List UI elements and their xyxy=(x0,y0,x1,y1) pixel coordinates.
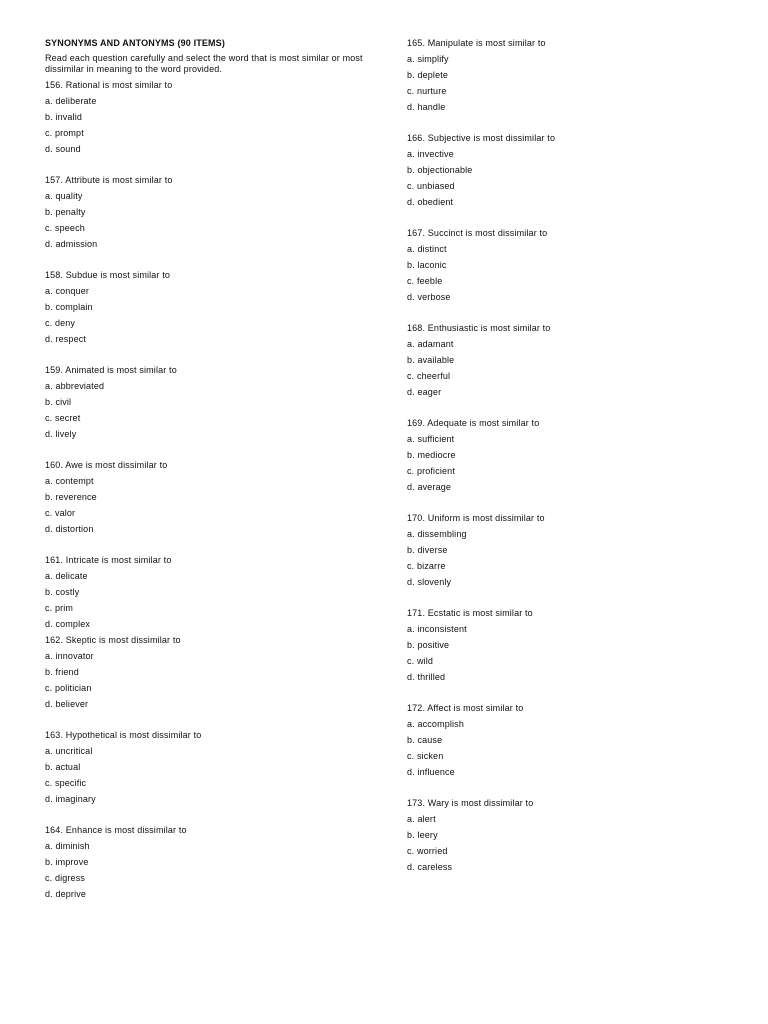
answer-option: c. valor xyxy=(45,507,76,518)
answer-option: b. reverence xyxy=(45,491,97,502)
answer-option: d. thrilled xyxy=(407,671,446,682)
answer-option: a. quality xyxy=(45,190,83,201)
answer-option: c. wild xyxy=(407,655,434,666)
instructions: Read each question carefully and select the word that is most similar or most dissimilar in meaning to the word provided. xyxy=(45,53,363,74)
question-stem: 163. Hypothetical is most dissimilar to xyxy=(45,730,202,740)
answer-option: b. leery xyxy=(407,829,438,840)
question-stem: 157. Attribute is most similar to xyxy=(45,175,173,185)
answer-option: c. politician xyxy=(45,682,92,693)
answer-option: d. handle xyxy=(407,101,446,112)
answer-option: d. imaginary xyxy=(45,793,96,804)
answer-option: a. abbreviated xyxy=(45,380,105,391)
answer-option: c. sicken xyxy=(407,750,444,761)
question-stem: 166. Subjective is most dissimilar to xyxy=(407,133,556,143)
answer-option: b. complain xyxy=(45,301,93,312)
answer-option: b. diverse xyxy=(407,544,448,555)
question-stem: 165. Manipulate is most similar to xyxy=(407,38,546,48)
answer-option: d. deprive xyxy=(45,888,87,899)
question-stem: 164. Enhance is most dissimilar to xyxy=(45,825,187,835)
answer-option: c. feeble xyxy=(407,275,443,286)
question-stem: 169. Adequate is most similar to xyxy=(407,418,540,428)
answer-option: a. distinct xyxy=(407,243,447,254)
question-stem: 167. Succinct is most dissimilar to xyxy=(407,228,548,238)
answer-option: c. secret xyxy=(45,412,81,423)
answer-option: b. available xyxy=(407,354,455,365)
answer-option: a. accomplish xyxy=(407,718,464,729)
answer-option: b. objectionable xyxy=(407,164,473,175)
question-stem: 158. Subdue is most similar to xyxy=(45,270,171,280)
answer-option: d. lively xyxy=(45,428,77,439)
document-title: SYNONYMS AND ANTONYMS (90 ITEMS) xyxy=(45,38,225,48)
question-stem: 162. Skeptic is most dissimilar to xyxy=(45,635,181,645)
answer-option: b. laconic xyxy=(407,259,447,270)
answer-option: c. digress xyxy=(45,872,86,883)
answer-option: b. penalty xyxy=(45,206,86,217)
answer-option: c. proficient xyxy=(407,465,455,476)
answer-option: a. invective xyxy=(407,148,454,159)
answer-option: c. bizarre xyxy=(407,560,446,571)
answer-option: b. deplete xyxy=(407,69,449,80)
answer-option: d. respect xyxy=(45,333,87,344)
answer-option: c. deny xyxy=(45,317,76,328)
answer-option: c. speech xyxy=(45,222,85,233)
question-stem: 156. Rational is most similar to xyxy=(45,80,173,90)
answer-option: d. sound xyxy=(45,143,81,154)
answer-option: a. sufficient xyxy=(407,433,455,444)
answer-option: b. costly xyxy=(45,586,80,597)
question-stem: 171. Ecstatic is most similar to xyxy=(407,608,533,618)
question-stem: 161. Intricate is most similar to xyxy=(45,555,172,565)
answer-option: b. positive xyxy=(407,639,450,650)
answer-option: b. friend xyxy=(45,666,79,677)
answer-option: d. slovenly xyxy=(407,576,452,587)
answer-option: a. uncritical xyxy=(45,745,93,756)
question-stem: 159. Animated is most similar to xyxy=(45,365,177,375)
answer-option: c. nurture xyxy=(407,85,447,96)
answer-option: a. conquer xyxy=(45,285,90,296)
answer-option: b. improve xyxy=(45,856,89,867)
answer-option: d. obedient xyxy=(407,196,454,207)
answer-option: d. complex xyxy=(45,618,91,629)
question-stem: 173. Wary is most dissimilar to xyxy=(407,798,534,808)
answer-option: d. average xyxy=(407,481,452,492)
answer-option: a. diminish xyxy=(45,840,90,851)
answer-option: a. alert xyxy=(407,813,436,824)
question-stem: 168. Enthusiastic is most similar to xyxy=(407,323,551,333)
answer-option: b. civil xyxy=(45,396,72,407)
question-stem: 172. Affect is most similar to xyxy=(407,703,524,713)
answer-option: c. prim xyxy=(45,602,74,613)
answer-option: d. distortion xyxy=(45,523,94,534)
answer-option: c. worried xyxy=(407,845,448,856)
question-stem: 170. Uniform is most dissimilar to xyxy=(407,513,545,523)
answer-option: c. cheerful xyxy=(407,370,451,381)
answer-option: a. dissembling xyxy=(407,528,467,539)
answer-option: d. admission xyxy=(45,238,98,249)
answer-option: d. verbose xyxy=(407,291,451,302)
question-stem: 160. Awe is most dissimilar to xyxy=(45,460,168,470)
answer-option: b. mediocre xyxy=(407,449,456,460)
answer-option: d. eager xyxy=(407,386,442,397)
answer-option: c. unbiased xyxy=(407,180,455,191)
answer-option: a. contempt xyxy=(45,475,94,486)
answer-option: a. inconsistent xyxy=(407,623,467,634)
answer-option: c. prompt xyxy=(45,127,84,138)
answer-option: d. careless xyxy=(407,861,453,872)
answer-option: a. delicate xyxy=(45,570,88,581)
answer-option: b. cause xyxy=(407,734,443,745)
answer-option: a. simplify xyxy=(407,53,449,64)
answer-option: d. influence xyxy=(407,766,455,777)
answer-option: c. specific xyxy=(45,777,87,788)
answer-option: a. innovator xyxy=(45,650,94,661)
answer-option: b. invalid xyxy=(45,111,83,122)
answer-option: a. deliberate xyxy=(45,95,97,106)
answer-option: a. adamant xyxy=(407,338,454,349)
answer-option: b. actual xyxy=(45,761,81,772)
answer-option: d. believer xyxy=(45,698,89,709)
